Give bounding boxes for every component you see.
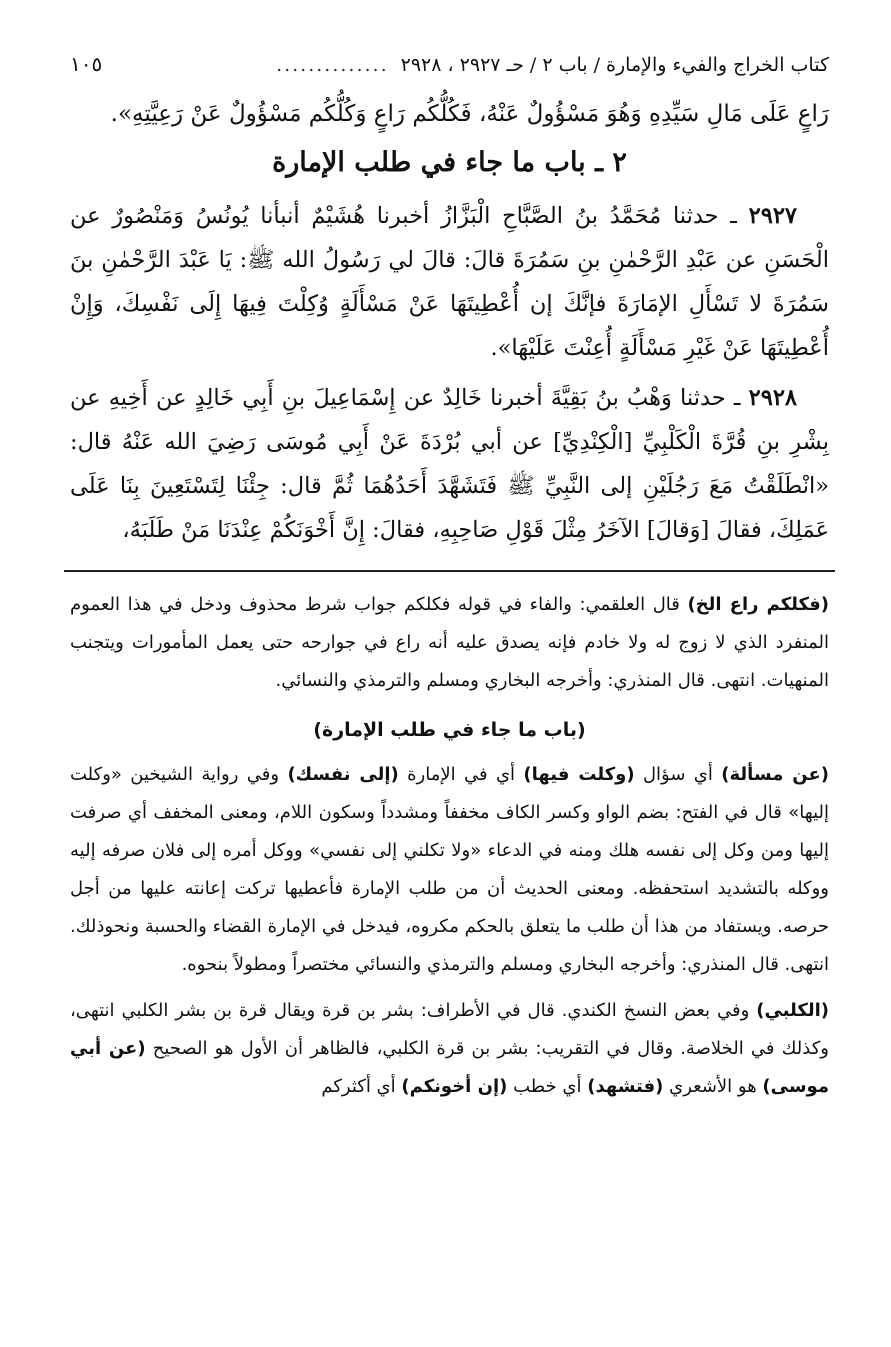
commentary-text: أي خطب [507, 1076, 588, 1097]
leader-dots: .............. [276, 54, 389, 76]
hadith-text: ـ حدثنا وَهْبُ بنُ بَقِيَّةَ أخبرنا خَالِدٌ عن إِسْمَاعِيلَ بنِ أَبِي خَالِدٍ عن أَخِيهِ عن بِشْرِ بنِ قُرَّةَ الْكَلْبِيِّ [الْكِنْدِيِّ] عن أبي بُرْدَةَ عَنْ أَبِي مُوسَى رَضِيَ الله عَنْهُ قال: «انْطَلَقْتُ مَعَ رَجُلَيْنِ إلى النَّبِيِّ ﷺ فَتَشَهَّدَ أَحَدُهُمَا ثُمَّ قال: جِئْنَا لِتَسْتَعِينَ بِنَا عَلَى عَمَلِكَ، فقالَ [وَقالَ] الآخَرُ مِثْلَ قَوْلِ صَاحِبِهِ، فقالَ: إِنَّ أَخْوَنَكُمْ عِنْدَنَا مَنْ طَلَبَهُ، [70, 385, 829, 543]
hadith-text: ـ حدثنا مُحَمَّدُ بنُ الصَّبَّاحِ الْبَزَّازُ أخبرنا هُشَيْمٌ أنبأنا يُونُسُ وَمَنْصُورٌ عن الْحَسَنِ عن عَبْدِ الرَّحْمٰنِ بنِ سَمُرَةَ قالَ: قالَ لي رَسُولُ الله ﷺ: يَا عَبْدَ الرَّحْمٰنِ بنَ سَمُرَةَ لا تَسْأَلِ الإمَارَةَ فإنَّكَ إن أُعْطِيتَهَا عَنْ مَسْأَلَةٍ وُكِلْتَ فِيهَا إِلَى نَفْسِكَ، وَإِنْ أُعْطِيتَهَا عَنْ غَيْرِ مَسْأَلَةٍ أُعِنْتَ عَلَيْهَا». [70, 203, 829, 361]
commentary-paragraph [70, 992, 829, 1106]
commentary-lemma: (الكلبي) [756, 1000, 829, 1021]
commentary-lemma: (فتشهد) [587, 1076, 664, 1097]
page-number: ١٠٥ [70, 52, 103, 76]
running-title: كتاب الخراج والفيء والإمارة / باب ٢ / حـ ٢٩٢٧ ، ٢٩٢٨ [400, 54, 829, 76]
commentary-lemma: (وكلت فيها) [523, 764, 635, 785]
hadith-2927 [70, 194, 829, 370]
commentary-text: وفي رواية الشيخين «وكلت إليها» قال في الفتح: بضم الواو وكسر الكاف مخففاً ومشدداً وسكون اللام، ومعنى المخفف أي صرفت إليها ومن وكل إلى نفسه هلك ومنه في الدعاء «ولا تكلني إلى نفسي» ووكل أمره إلى فلان صرفه إليه ووكله بالتشديد استحفظه. ومعنى الحديث أن من طلب الإمارة فأعطيها تركت إعانته عليها من أجل حرصه. ويستفاد من هذا أن طلب ما يتعلق بالحكم مكروه، فيدخل في الإمارة القضاء والحسبة ونحوذلك. انتهى. قال المنذري: وأخرجه البخاري ومسلم والترمذي والنسائي مختصراً ومطولاً بنحوه. [70, 764, 829, 975]
chapter-heading: ٢ ـ باب ما جاء في طلب الإمارة [272, 147, 627, 178]
commentary-lemma: (إن أخونكم) [401, 1076, 508, 1097]
commentary-text: أي أكثركم [321, 1076, 402, 1097]
commentary-lemma: (فكلكم راع الخ) [687, 594, 829, 615]
commentary-section [70, 586, 829, 1106]
commentary-lemma: (إلى نفسك) [287, 764, 399, 785]
hadith-number: ٢٩٢٧ [748, 203, 797, 229]
commentary-lemma: (عن أبي موسى) [70, 1038, 829, 1097]
commentary-lemma: (عن مسألة) [721, 764, 829, 785]
commentary-text: أي سؤال [634, 764, 722, 785]
footnote-divider [64, 570, 835, 572]
commentary-paragraph [70, 586, 829, 700]
running-header [70, 48, 829, 86]
commentary-text: هو الأشعري [663, 1076, 763, 1097]
commentary-text: قال العلقمي: والفاء في قوله فكلكم جواب شرط محذوف ودخل في هذا العموم المنفرد الذي لا زوج له ولا خادم فإنه يصدق عليه أنه راع في جوارحه حتى يعمل المأمورات ويتجنب المنهيات. انتهى. قال المنذري: وأخرجه البخاري ومسلم والترمذي والنسائي. [70, 594, 829, 691]
commentary-heading: (باب ما جاء في طلب الإمارة) [313, 719, 586, 741]
hadith-2928 [70, 376, 829, 552]
hadith-number: ٢٩٢٨ [748, 385, 797, 411]
commentary-text: أي في الإمارة [398, 764, 524, 785]
commentary-paragraph [70, 756, 829, 984]
continuation-text: رَاعٍ عَلَى مَالِ سَيِّدِهِ وَهُوَ مَسْؤُولٌ عَنْهُ، فَكُلُّكُم رَاعٍ وَكُلُّكُم مَسْؤُولٌ عَنْ رَعِيَّتِهِ». [110, 101, 829, 127]
commentary-text: وفي بعض النسخ الكندي. قال في الأطراف: بشر بن قرة ويقال قرة بن بشر الكلبي انتهى، وكذلك في الخلاصة. وقال في التقريب: بشر بن قرة الكلبي، فالظاهر أن الأول هو الصحيح [70, 1000, 829, 1059]
